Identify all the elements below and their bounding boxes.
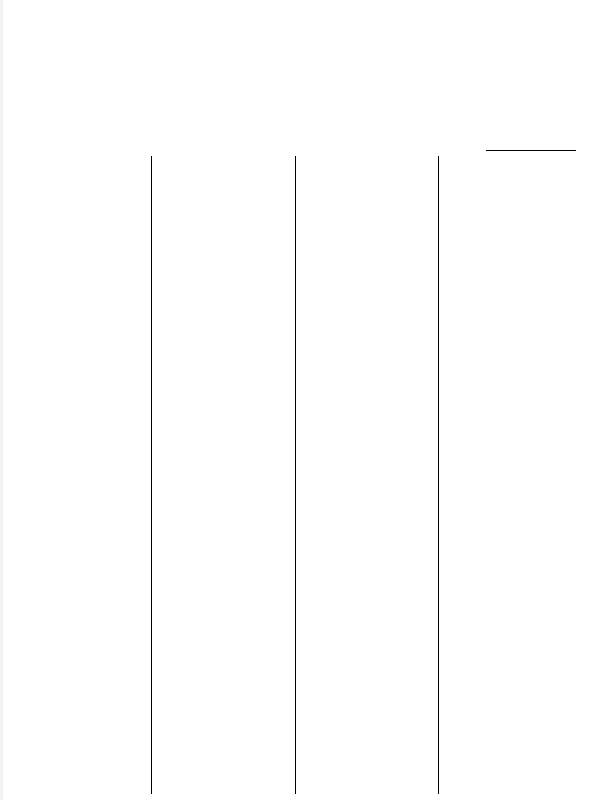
article-column-2	[296, 156, 440, 794]
subheadline-block	[12, 64, 578, 130]
scan-edge	[0, 0, 3, 800]
headline	[10, 6, 580, 62]
article-column-1	[439, 156, 582, 794]
article-column-4	[8, 156, 152, 794]
byline-underline	[486, 150, 576, 151]
article-column-3	[152, 156, 296, 794]
article-columns	[8, 156, 582, 794]
byline	[6, 130, 572, 150]
